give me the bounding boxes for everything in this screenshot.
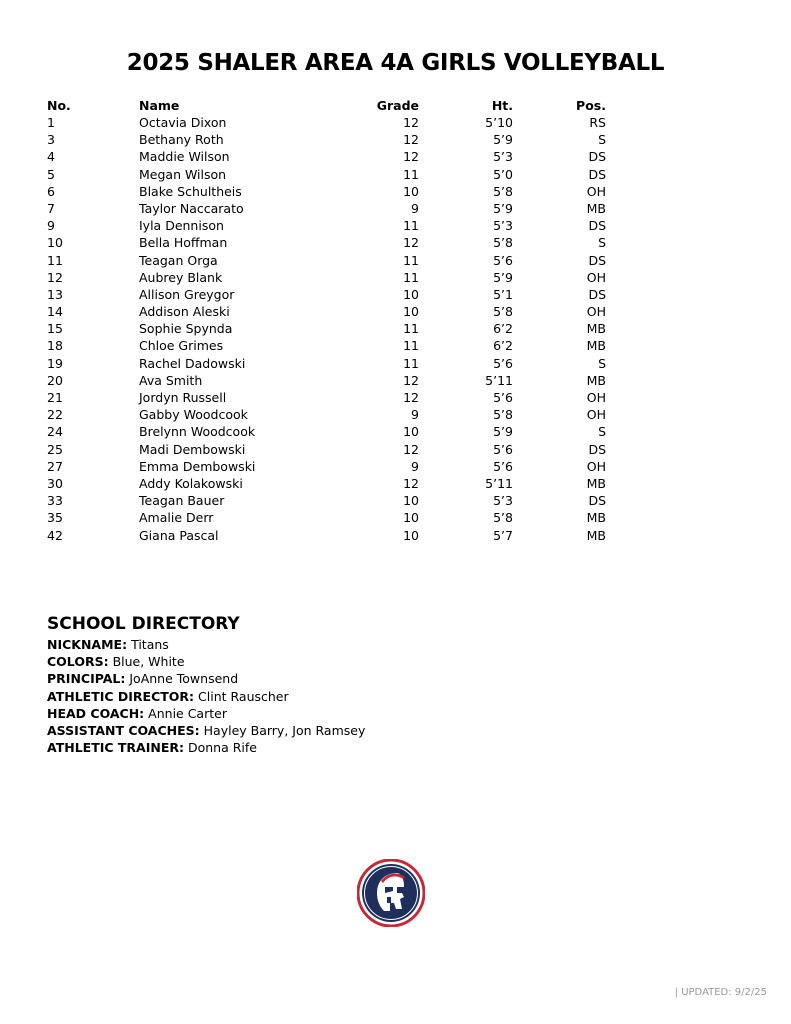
player-height: 5’6 (493, 441, 513, 457)
player-position: S (598, 424, 606, 440)
player-height: 5’9 (493, 424, 513, 440)
player-position: OH (586, 390, 606, 405)
updated-label: | UPDATED: 9/2/25 (674, 987, 767, 998)
player-height: 5’8 (493, 183, 513, 199)
player-grade: 12 (403, 441, 419, 457)
table-row (0, 337, 791, 354)
player-position: MB (586, 527, 606, 543)
player-position: DS (588, 286, 606, 302)
player-number: 27 (47, 458, 63, 474)
player-grade: 10 (403, 424, 419, 440)
player-height: 5’3 (493, 493, 513, 509)
player-name: Addison Aleski (139, 304, 230, 320)
table-row (0, 389, 791, 406)
roster-header-row (0, 97, 791, 114)
player-name: Taylor Naccarato (139, 200, 244, 216)
directory-value: JoAnne Townsend (129, 671, 239, 687)
player-grade: 12 (403, 372, 419, 388)
player-name: Jordyn Russell (139, 390, 227, 405)
player-position: DS (588, 493, 606, 509)
table-row (0, 406, 791, 423)
player-position: RS (589, 115, 606, 130)
titan-helmet-logo-icon (357, 859, 425, 927)
player-grade: 12 (403, 132, 419, 148)
player-height: 5’3 (493, 149, 513, 165)
player-name: Ava Smith (139, 372, 203, 388)
player-name: Bella Hoffman (139, 235, 228, 251)
player-height: 5’6 (493, 458, 513, 474)
player-height: 5’9 (493, 200, 513, 216)
directory-value: Annie Carter (148, 705, 227, 721)
player-grade: 11 (403, 321, 419, 337)
player-name: Blake Schultheis (139, 183, 242, 199)
player-height: 5’8 (493, 407, 513, 423)
player-name: Megan Wilson (139, 166, 227, 182)
player-position: MB (586, 475, 606, 491)
player-height: 5’1 (493, 286, 513, 302)
player-height: 5’7 (493, 527, 513, 543)
table-row (0, 217, 791, 234)
directory-title: SCHOOL DIRECTORY (47, 614, 240, 634)
player-name: Bethany Roth (139, 132, 224, 148)
player-name: Allison Greygor (139, 286, 235, 302)
directory-value: Titans (131, 637, 169, 652)
player-number: 22 (47, 407, 63, 423)
directory-item (47, 722, 365, 739)
directory-value: Donna Rife (187, 740, 257, 756)
player-position: DS (588, 218, 606, 234)
table-row (0, 320, 791, 337)
page-title: 2025 SHALER AREA 4A GIRLS VOLLEYBALL (126, 50, 665, 76)
player-grade: 9 (411, 458, 419, 474)
player-number: 20 (47, 372, 63, 388)
player-number: 24 (47, 424, 63, 440)
player-number: 14 (47, 304, 63, 320)
player-position: MB (586, 200, 606, 216)
player-name: Aubrey Blank (139, 269, 223, 285)
directory-label: ATHLETIC TRAINER: (47, 740, 184, 756)
header-grade: Grade (376, 98, 419, 113)
directory-item (47, 653, 365, 670)
roster-table (0, 97, 791, 544)
player-number: 30 (47, 475, 63, 491)
player-height: 5’6 (493, 252, 513, 268)
table-row (0, 252, 791, 269)
player-number: 10 (47, 235, 63, 251)
player-position: MB (586, 510, 606, 526)
directory-value: Blue, White (112, 654, 185, 670)
player-name: Gabby Woodcook (139, 407, 248, 423)
directory-item (47, 688, 365, 705)
table-row (0, 441, 791, 458)
player-number: 12 (47, 269, 63, 285)
table-row (0, 458, 791, 475)
player-number: 7 (47, 200, 55, 216)
player-grade: 11 (403, 355, 419, 371)
player-height: 5’9 (493, 269, 513, 285)
player-name: Maddie Wilson (139, 149, 230, 165)
player-number: 5 (47, 166, 55, 182)
player-position: MB (586, 372, 606, 388)
player-position: OH (586, 304, 606, 320)
player-grade: 11 (403, 218, 419, 234)
player-grade: 10 (403, 493, 419, 509)
player-grade: 10 (403, 304, 419, 320)
player-height: 6’2 (493, 321, 513, 337)
table-row (0, 286, 791, 303)
player-grade: 12 (403, 390, 419, 405)
directory-value: Hayley Barry, Jon Ramsey (203, 723, 366, 739)
player-position: MB (586, 338, 606, 354)
player-height: 5’11 (485, 372, 513, 388)
player-height: 5’10 (485, 115, 513, 130)
player-position: MB (586, 321, 606, 337)
table-row (0, 509, 791, 526)
player-grade: 12 (403, 149, 419, 165)
header-name: Name (139, 98, 180, 113)
player-height: 5’9 (493, 132, 513, 148)
player-grade: 12 (403, 115, 419, 130)
player-name: Addy Kolakowski (139, 475, 243, 491)
player-position: OH (586, 407, 606, 423)
directory-label: COLORS: (47, 654, 109, 670)
player-grade: 10 (403, 183, 419, 199)
table-row (0, 492, 791, 509)
directory-label: NICKNAME: (47, 637, 128, 652)
player-position: S (598, 235, 606, 251)
table-row (0, 148, 791, 165)
player-number: 18 (47, 338, 63, 354)
player-name: Chloe Grimes (139, 338, 224, 354)
player-number: 21 (47, 390, 63, 405)
player-position: S (598, 132, 606, 148)
player-number: 33 (47, 493, 63, 509)
directory-list (47, 636, 365, 756)
player-height: 5’6 (493, 355, 513, 371)
player-grade: 11 (403, 166, 419, 182)
player-grade: 10 (403, 527, 419, 543)
player-number: 6 (47, 183, 55, 199)
player-number: 19 (47, 355, 63, 371)
header-height: Ht. (491, 98, 513, 113)
player-height: 5’6 (493, 390, 513, 405)
player-number: 11 (47, 252, 63, 268)
directory-item (47, 670, 365, 687)
player-number: 13 (47, 286, 63, 302)
player-number: 35 (47, 510, 63, 526)
player-grade: 12 (403, 235, 419, 251)
directory-item (47, 636, 365, 653)
school-directory (47, 613, 365, 756)
player-number: 1 (47, 115, 55, 130)
player-grade: 10 (403, 510, 419, 526)
player-number: 25 (47, 441, 63, 457)
directory-label: ASSISTANT COACHES: (47, 723, 200, 739)
table-row (0, 269, 791, 286)
player-grade: 11 (403, 252, 419, 268)
player-name: Giana Pascal (139, 527, 219, 543)
table-row (0, 183, 791, 200)
table-row (0, 475, 791, 492)
player-grade: 12 (403, 475, 419, 491)
player-name: Sophie Spynda (139, 321, 233, 337)
directory-value: Clint Rauscher (198, 688, 289, 704)
player-name: Amalie Derr (139, 510, 214, 526)
player-position: DS (588, 149, 606, 165)
player-height: 5’0 (493, 166, 513, 182)
player-position: DS (588, 166, 606, 182)
table-row (0, 131, 791, 148)
player-height: 5’8 (493, 304, 513, 320)
table-row (0, 355, 791, 372)
roster-body (0, 114, 791, 544)
player-position: S (598, 355, 606, 371)
player-grade: 11 (403, 338, 419, 354)
directory-label: HEAD COACH: (47, 705, 145, 721)
player-grade: 10 (403, 286, 419, 302)
table-row (0, 234, 791, 251)
table-row (0, 166, 791, 183)
player-position: DS (588, 441, 606, 457)
player-name: Octavia Dixon (139, 115, 227, 130)
player-grade: 11 (403, 269, 419, 285)
directory-item (47, 705, 365, 722)
table-row (0, 423, 791, 440)
player-number: 42 (47, 527, 63, 543)
table-row (0, 200, 791, 217)
player-name: Teagan Orga (139, 252, 218, 268)
directory-item (47, 739, 365, 756)
player-name: Brelynn Woodcook (139, 424, 256, 440)
directory-label: ATHLETIC DIRECTOR: (47, 688, 195, 704)
player-position: OH (586, 269, 606, 285)
header-no: No. (47, 98, 71, 113)
player-name: Teagan Bauer (139, 493, 225, 509)
player-number: 15 (47, 321, 63, 337)
player-height: 5’8 (493, 235, 513, 251)
player-number: 9 (47, 218, 55, 234)
table-row (0, 527, 791, 544)
table-row (0, 372, 791, 389)
player-grade: 9 (411, 200, 419, 216)
player-position: OH (586, 183, 606, 199)
player-height: 5’11 (485, 475, 513, 491)
player-number: 4 (47, 149, 55, 165)
header-position: Pos. (576, 98, 606, 113)
player-height: 6’2 (493, 338, 513, 354)
player-grade: 9 (411, 407, 419, 423)
player-position: DS (588, 252, 606, 268)
player-height: 5’8 (493, 510, 513, 526)
directory-label: PRINCIPAL: (47, 671, 126, 687)
table-row (0, 114, 791, 131)
player-position: OH (586, 458, 606, 474)
player-number: 3 (47, 132, 55, 148)
player-name: Madi Dembowski (139, 441, 246, 457)
table-row (0, 303, 791, 320)
player-height: 5’3 (493, 218, 513, 234)
player-name: Iyla Dennison (139, 218, 224, 234)
player-name: Rachel Dadowski (139, 355, 246, 371)
player-name: Emma Dembowski (139, 458, 256, 474)
